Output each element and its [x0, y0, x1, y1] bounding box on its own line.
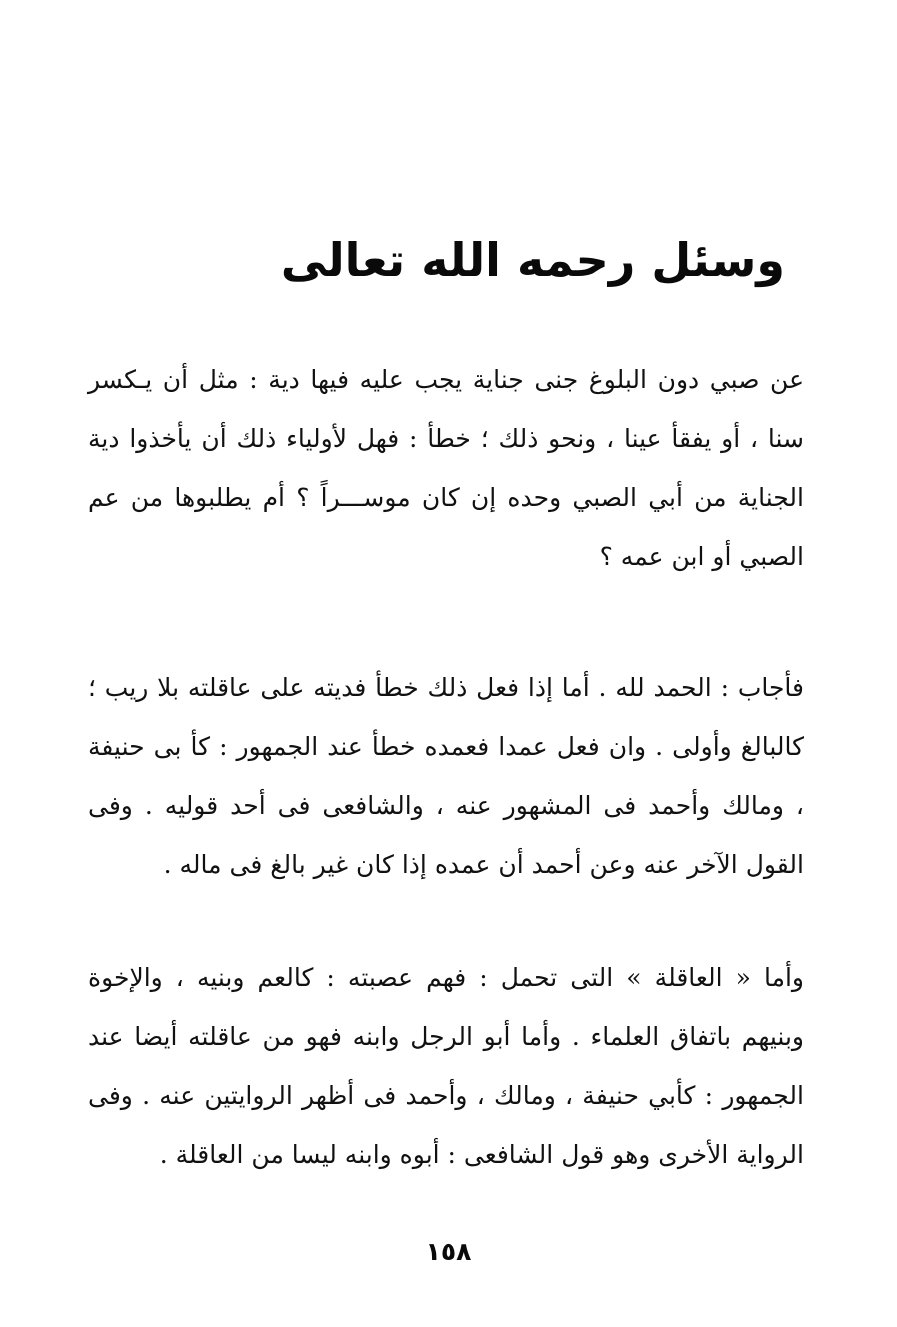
aqila-paragraph: وأما « العاقلة » التى تحمل : فهم عصبته : كالعم وبنيه ، والإخوة وبنيهم باتفاق العلماء . وأما أبو الرجل وابنه فهو من عاقلته أيضا عند الجمهور : كأبي حنيفة ، ومالك ، وأحمد فى أظهر الروايتين عنه . وفى الرواية الأخرى وهو قول الشافعى : أبوه وابنه ليسا من العاقلة .: [88, 963, 804, 1169]
question-block: [88, 350, 804, 586]
answer-block: [88, 658, 804, 894]
section-heading: وسئل رحمه الله تعالى: [280, 233, 785, 287]
aqila-block: [88, 948, 804, 1184]
question-paragraph: عن صبي دون البلوغ جنى جناية يجب عليه فيها دية : مثل أن يـكسر سنا ، أو يفقأ عينا ، ونحو ذلك ؛ خطأ : فهل لأولياء ذلك أن يأخذوا دية الجناية من أبي الصبي وحده إن كان موســـراً ؟ أم يطلبوها من عم الصبي أو ابن عمه ؟: [88, 365, 804, 571]
page-number: ١٥٨: [425, 1237, 472, 1266]
answer-paragraph: فأجاب : الحمد لله . أما إذا فعل ذلك خطأ فديته على عاقلته بلا ريب ؛ كالبالغ وأولى . وان فعل عمدا فعمده خطأ عند الجمهور : كأ بى حنيفة ، ومالك وأحمد فى المشهور عنه ، والشافعى فى أحد قوليه . وفى القول الآخر عنه وعن أحمد أن عمده إذا كان غير بالغ فى ماله .: [88, 673, 804, 879]
